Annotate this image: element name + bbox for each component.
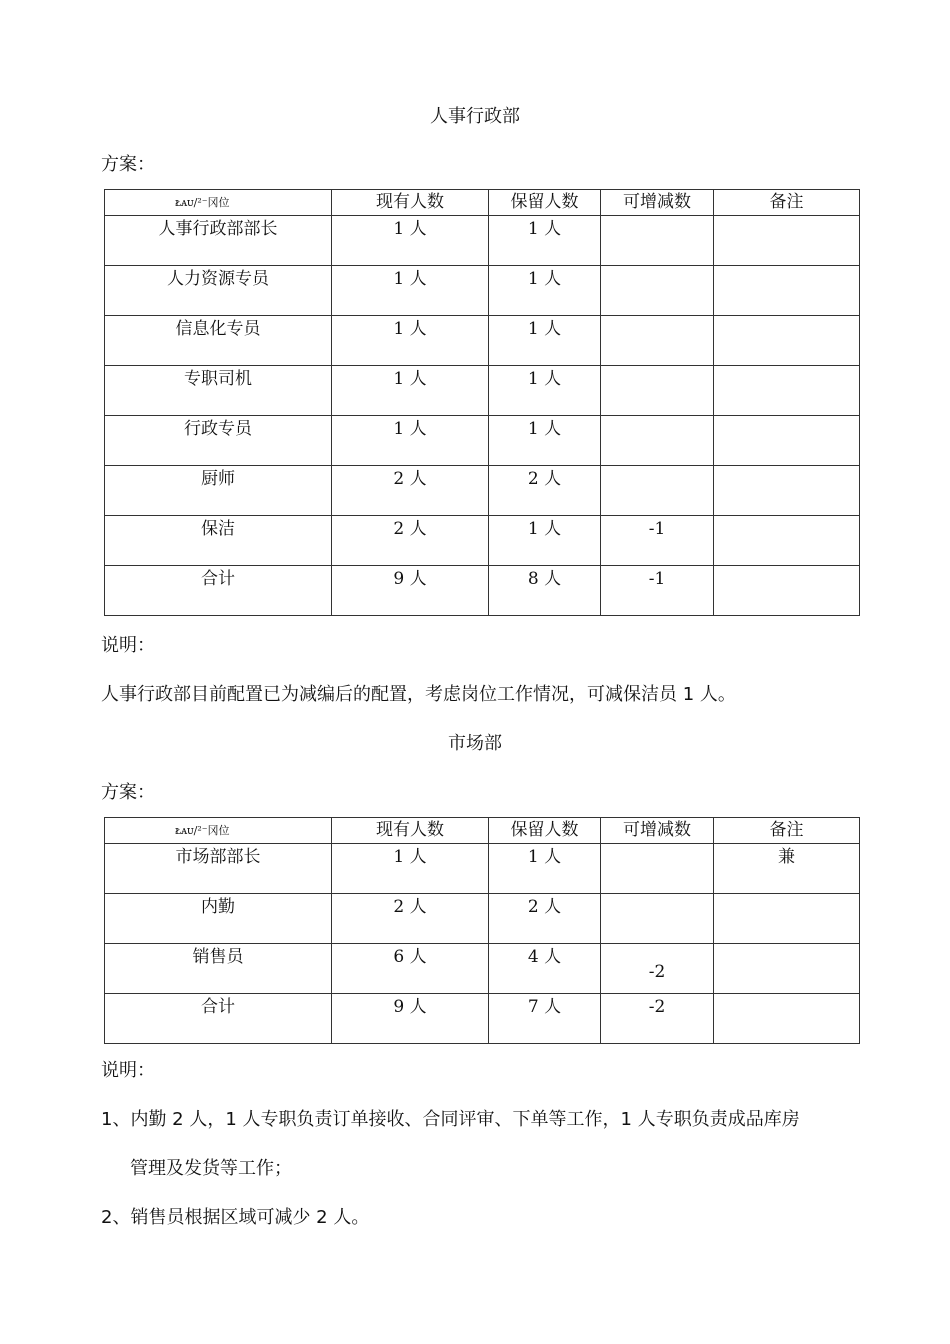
cell-current: 2 人 (332, 466, 489, 516)
header-current: 现有人数 (332, 190, 489, 216)
cell-current: 1 人 (332, 266, 489, 316)
cell-note (714, 416, 860, 466)
cell-note: 兼 (714, 844, 860, 894)
table-row (105, 466, 860, 516)
table-header-row (105, 818, 860, 844)
note-label-market: 说明： (101, 1060, 155, 1081)
table-row (105, 416, 860, 466)
cell-keep: 8 人 (489, 566, 601, 616)
cell-post: 合计 (105, 566, 332, 616)
corner-header: ᴌᴀᴜ/²⁻冈位 (105, 190, 332, 216)
cell-change (601, 366, 714, 416)
header-keep: 保留人数 (489, 190, 601, 216)
cell-keep: 2 人 (489, 894, 601, 944)
table-row (105, 894, 860, 944)
cell-current: 1 人 (332, 416, 489, 466)
header-note: 备注 (714, 818, 860, 844)
cell-current: 1 人 (332, 216, 489, 266)
cell-current: 1 人 (332, 366, 489, 416)
table-row-total (105, 566, 860, 616)
cell-note (714, 366, 860, 416)
note-item-1: 1、内勤 2 人，1 人专职负责订单接收、合同评审、下单等工作，1 人专职负责成品库房 (101, 1109, 800, 1130)
cell-post: 行政专员 (105, 416, 332, 466)
cell-keep: 1 人 (489, 316, 601, 366)
cell-post: 保洁 (105, 516, 332, 566)
table-row (105, 366, 860, 416)
table-row (105, 844, 860, 894)
cell-post: 合计 (105, 994, 332, 1044)
cell-note (714, 516, 860, 566)
staffing-table-market (104, 817, 860, 1044)
cell-change (601, 266, 714, 316)
cell-change: -2 (601, 994, 714, 1044)
table-row (105, 216, 860, 266)
note-item-1-continued: 管理及发货等工作； (130, 1158, 292, 1179)
cell-keep: 1 人 (489, 844, 601, 894)
header-change: 可增减数 (601, 190, 714, 216)
table-row-total (105, 994, 860, 1044)
section-title-hr: 人事行政部 (430, 106, 520, 127)
cell-note (714, 466, 860, 516)
cell-note (714, 316, 860, 366)
table-header-row (105, 190, 860, 216)
cell-current: 1 人 (332, 844, 489, 894)
cell-keep: 1 人 (489, 366, 601, 416)
cell-current: 6 人 (332, 944, 489, 994)
table-row (105, 266, 860, 316)
cell-change (601, 216, 714, 266)
cell-change (601, 316, 714, 366)
cell-keep: 4 人 (489, 944, 601, 994)
cell-change: -1 (601, 566, 714, 616)
cell-change: -2 (601, 944, 714, 994)
header-keep: 保留人数 (489, 818, 601, 844)
cell-change (601, 416, 714, 466)
header-note: 备注 (714, 190, 860, 216)
cell-post: 人力资源专员 (105, 266, 332, 316)
table-row (105, 944, 860, 994)
cell-change (601, 844, 714, 894)
table-row (105, 516, 860, 566)
cell-keep: 7 人 (489, 994, 601, 1044)
cell-current: 2 人 (332, 894, 489, 944)
corner-header: ᴌᴀᴜ/²⁻冈位 (105, 818, 332, 844)
note-text-hr: 人事行政部目前配置已为减编后的配置，考虑岗位工作情况，可减保洁员 1 人。 (101, 684, 736, 705)
cell-note (714, 994, 860, 1044)
cell-post: 专职司机 (105, 366, 332, 416)
cell-change: -1 (601, 516, 714, 566)
staffing-table-hr (104, 189, 860, 616)
header-change: 可增减数 (601, 818, 714, 844)
cell-post: 市场部部长 (105, 844, 332, 894)
cell-post: 信息化专员 (105, 316, 332, 366)
plan-label-hr: 方案： (101, 154, 155, 175)
section-title-market: 市场部 (448, 733, 502, 754)
cell-keep: 2 人 (489, 466, 601, 516)
cell-current: 9 人 (332, 994, 489, 1044)
cell-keep: 1 人 (489, 416, 601, 466)
cell-note (714, 266, 860, 316)
cell-post: 销售员 (105, 944, 332, 994)
cell-keep: 1 人 (489, 216, 601, 266)
cell-change (601, 894, 714, 944)
note-label-hr: 说明： (101, 635, 155, 656)
cell-keep: 1 人 (489, 266, 601, 316)
cell-note (714, 216, 860, 266)
cell-post: 厨师 (105, 466, 332, 516)
cell-current: 9 人 (332, 566, 489, 616)
cell-current: 2 人 (332, 516, 489, 566)
note-item-2: 2、销售员根据区域可减少 2 人。 (101, 1207, 370, 1228)
plan-label-market: 方案： (101, 782, 155, 803)
cell-keep: 1 人 (489, 516, 601, 566)
cell-note (714, 944, 860, 994)
header-current: 现有人数 (332, 818, 489, 844)
cell-current: 1 人 (332, 316, 489, 366)
cell-change (601, 466, 714, 516)
cell-note (714, 894, 860, 944)
cell-post: 人事行政部部长 (105, 216, 332, 266)
cell-note (714, 566, 860, 616)
table-row (105, 316, 860, 366)
cell-post: 内勤 (105, 894, 332, 944)
